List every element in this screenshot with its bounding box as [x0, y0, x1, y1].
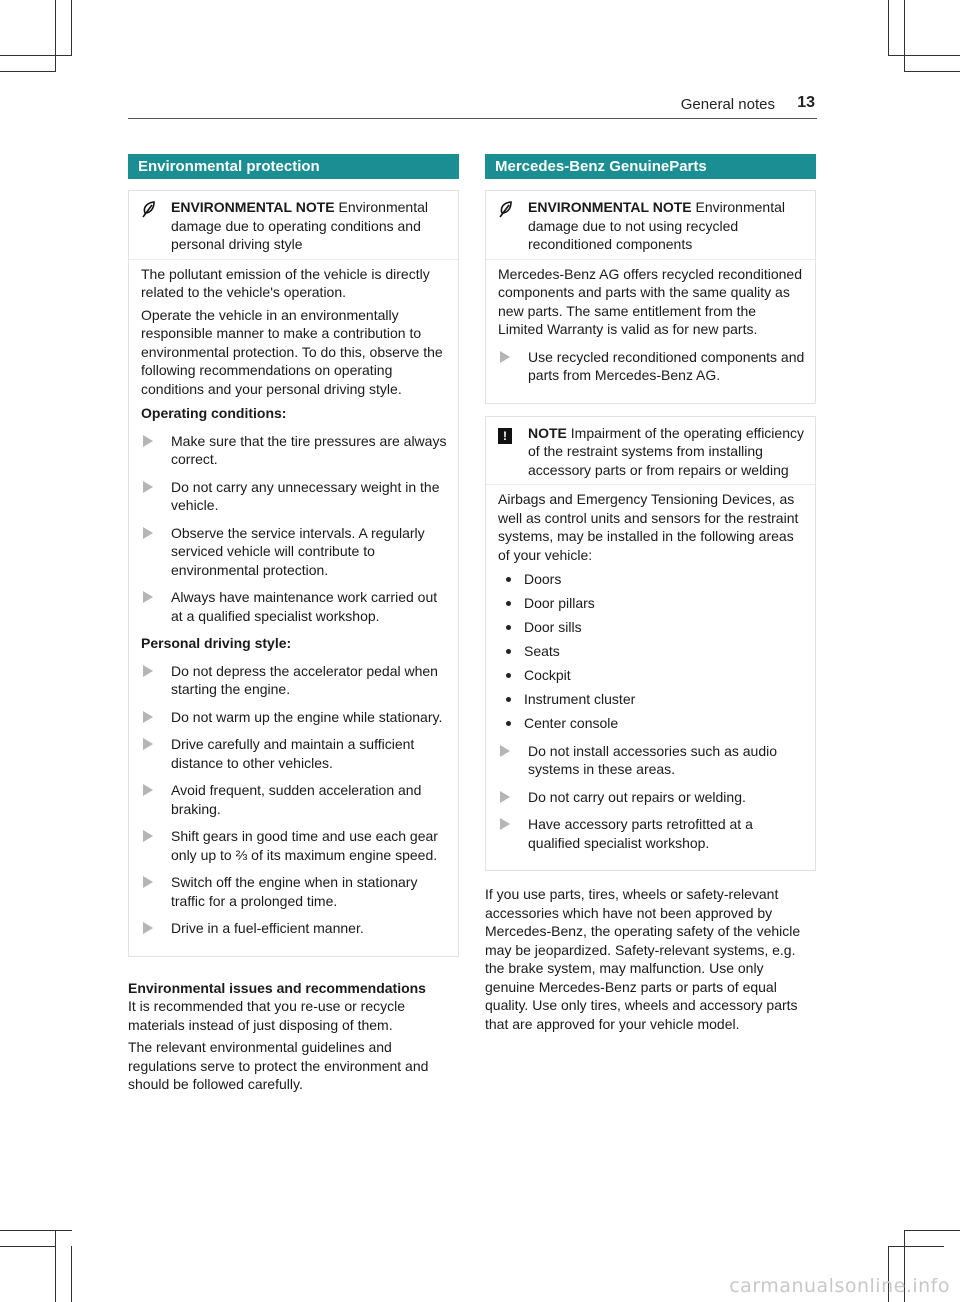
arrow-icon [498, 742, 528, 779]
bullet-icon [498, 666, 524, 685]
list-item-text: Instrument cluster [524, 691, 636, 707]
crop-mark [71, 1246, 72, 1302]
environmental-issues-section [128, 979, 459, 1094]
list-item-text: Center console [524, 715, 619, 731]
crop-mark [904, 1230, 960, 1231]
instruction-step [141, 735, 448, 772]
list-item [498, 618, 805, 637]
arrow-icon [141, 781, 171, 818]
leaf-icon [141, 198, 171, 223]
list-item [498, 570, 805, 589]
arrow-icon [141, 524, 171, 580]
step-text: Do not carry any unnecessary weight in the vehicle. [171, 478, 440, 513]
instruction-step [141, 588, 448, 625]
step-text: Do not depress the accelerator pedal when starting the engine. [171, 662, 438, 697]
step-text: Always have maintenance work carried out at a qualified specialist workshop. [171, 589, 438, 624]
crop-mark [55, 0, 56, 72]
operating-conditions-heading: Operating conditions: [141, 405, 287, 421]
step-text: Make sure that the tire pressures are always correct. [171, 432, 447, 467]
instruction-step [498, 742, 805, 779]
step-text: Do not warm up the engine while stationary. [171, 708, 443, 725]
bullet-icon [498, 642, 524, 661]
exclamation-icon: ! [498, 424, 528, 445]
instruction-step [498, 815, 805, 852]
page-header [128, 94, 817, 119]
arrow-icon [141, 478, 171, 515]
arrow-icon [498, 348, 528, 385]
note-header [486, 417, 815, 486]
step-text: Observe the service intervals. A regularly serviced vehicle will contribute to environmental protection. [171, 524, 425, 578]
list-item [498, 714, 805, 733]
instruction-step [141, 708, 448, 727]
arrow-icon [141, 588, 171, 625]
list-item [498, 594, 805, 613]
note-title: Environmental damage due to operating conditions and personal driving style [171, 199, 428, 252]
instruction-step [141, 432, 448, 469]
note-body [486, 260, 815, 403]
step-text: Have accessory parts retrofitted at a qualified specialist workshop. [528, 816, 753, 851]
crop-mark [904, 0, 905, 72]
step-text: Drive carefully and maintain a sufficient distance to other vehicles. [171, 736, 415, 771]
step-text: Avoid frequent, sudden acceleration and braking. [171, 782, 422, 817]
intro-paragraph: The pollutant emission of the vehicle is directly related to the vehicle's operation. [141, 265, 430, 300]
step-text: Switch off the engine when in stationary traffic for a prolonged time. [171, 874, 418, 909]
instruction-step [141, 781, 448, 818]
instruction-step [141, 873, 448, 910]
body-paragraph: It is recommended that you re-use or recycle materials instead of just disposing of them. [128, 998, 406, 1033]
crop-mark [0, 55, 72, 56]
note-label: ENVIRONMENTAL NOTE [171, 199, 335, 215]
crop-mark [888, 0, 889, 56]
step-text: Drive in a fuel-efficient manner. [171, 920, 364, 936]
bullet-icon [498, 618, 524, 637]
page-number: 13 [797, 94, 815, 111]
crop-mark [888, 55, 960, 56]
instruction-step [498, 788, 805, 807]
list-item-text: Door sills [524, 619, 582, 635]
arrow-icon [141, 827, 171, 864]
instruction-step [141, 524, 448, 580]
body-paragraph: The relevant environmental guidelines and regulations serve to protect the environment and should be followed carefully. [128, 1039, 429, 1092]
instruction-step [141, 662, 448, 699]
leaf-icon [498, 198, 528, 223]
bullet-icon [498, 690, 524, 709]
instruction-step [498, 348, 805, 385]
list-item [498, 690, 805, 709]
note-paragraph: Mercedes-Benz AG offers recycled reconditioned components and parts with the same quality as new parts. The same entitlement from the Limited Warranty is valid as for new parts. [498, 265, 803, 337]
step-text: Do not carry out repairs or welding. [528, 788, 746, 805]
arrow-icon [141, 432, 171, 469]
crop-mark [0, 71, 56, 72]
watermark-logo: carmanualsonline.info [729, 1275, 950, 1297]
header-section-title: General notes [680, 96, 775, 113]
left-column [128, 154, 459, 1098]
environmental-note-box [485, 190, 816, 404]
note-label: ENVIRONMENTAL NOTE [528, 199, 692, 215]
list-item-text: Seats [524, 643, 560, 659]
crop-mark [0, 1230, 72, 1231]
crop-mark [71, 0, 72, 56]
intro-paragraph: Operate the vehicle in an environmentally responsible manner to make a contribution to environmental protection. To do this, observe the following recommendations on operating conditions and your personal driving style. [141, 306, 443, 397]
step-text: Do not install accessories such as audio systems in these areas. [528, 742, 778, 777]
section-title-genuine-parts: Mercedes-Benz GenuineParts [485, 154, 816, 179]
instruction-step [141, 827, 448, 864]
bullet-icon [498, 570, 524, 589]
arrow-icon [498, 788, 528, 807]
arrow-icon [141, 919, 171, 938]
list-item [498, 666, 805, 685]
arrow-icon [141, 735, 171, 772]
crop-mark [0, 1246, 56, 1247]
note-body [129, 260, 458, 956]
instruction-step [141, 919, 448, 938]
installation-areas-list [498, 570, 805, 733]
step-text: Shift gears in good time and use each gear only up to ⅔ of its maximum engine speed. [171, 828, 438, 863]
bullet-icon [498, 594, 524, 613]
right-column [485, 154, 816, 1037]
closing-section [485, 885, 816, 1033]
note-paragraph: Airbags and Emergency Tensioning Devices, as well as control units and sensors for the restraint systems, may be installed in the following areas of your vehicle: [498, 491, 799, 563]
note-label: NOTE [528, 424, 567, 441]
arrow-icon [498, 815, 528, 852]
note-header [486, 191, 815, 260]
crop-mark [904, 71, 960, 72]
list-item [498, 642, 805, 661]
bullet-icon [498, 714, 524, 733]
section-title-environmental-protection: Environmental protection [128, 154, 459, 179]
note-body [486, 485, 815, 870]
personal-driving-style-heading: Personal driving style: [141, 635, 292, 651]
list-item-text: Cockpit [524, 667, 571, 683]
closing-paragraph: If you use parts, tires, wheels or safety-relevant accessories which have not been approved by Mercedes-Benz, the operating safety of the vehicle may be jeopardized. Safety-relevant systems, e.g. the brake system, may malfunction. Use only genuine Mercedes-Benz parts or parts of equal quality. Use only tires, wheels and accessory parts that are approved for your vehicle model. [485, 886, 801, 1032]
list-item-text: Door pillars [524, 595, 595, 611]
note-title: Impairment of the operating efficiency of the restraint systems from installing accessory parts or from repairs or welding [528, 424, 804, 478]
arrow-icon [141, 708, 171, 727]
note-box [485, 416, 816, 872]
crop-mark [888, 1246, 944, 1247]
crop-mark [55, 1230, 56, 1302]
environmental-issues-heading: Environmental issues and recommendations [128, 979, 426, 996]
list-item-text: Doors [524, 571, 562, 587]
step-text: Use recycled reconditioned components and parts from Mercedes-Benz AG. [528, 348, 805, 383]
arrow-icon [141, 662, 171, 699]
instruction-step [141, 478, 448, 515]
note-header [129, 191, 458, 260]
arrow-icon [141, 873, 171, 910]
environmental-note-box [128, 190, 459, 957]
note-title: Environmental damage due to not using recycled reconditioned components [528, 199, 785, 252]
